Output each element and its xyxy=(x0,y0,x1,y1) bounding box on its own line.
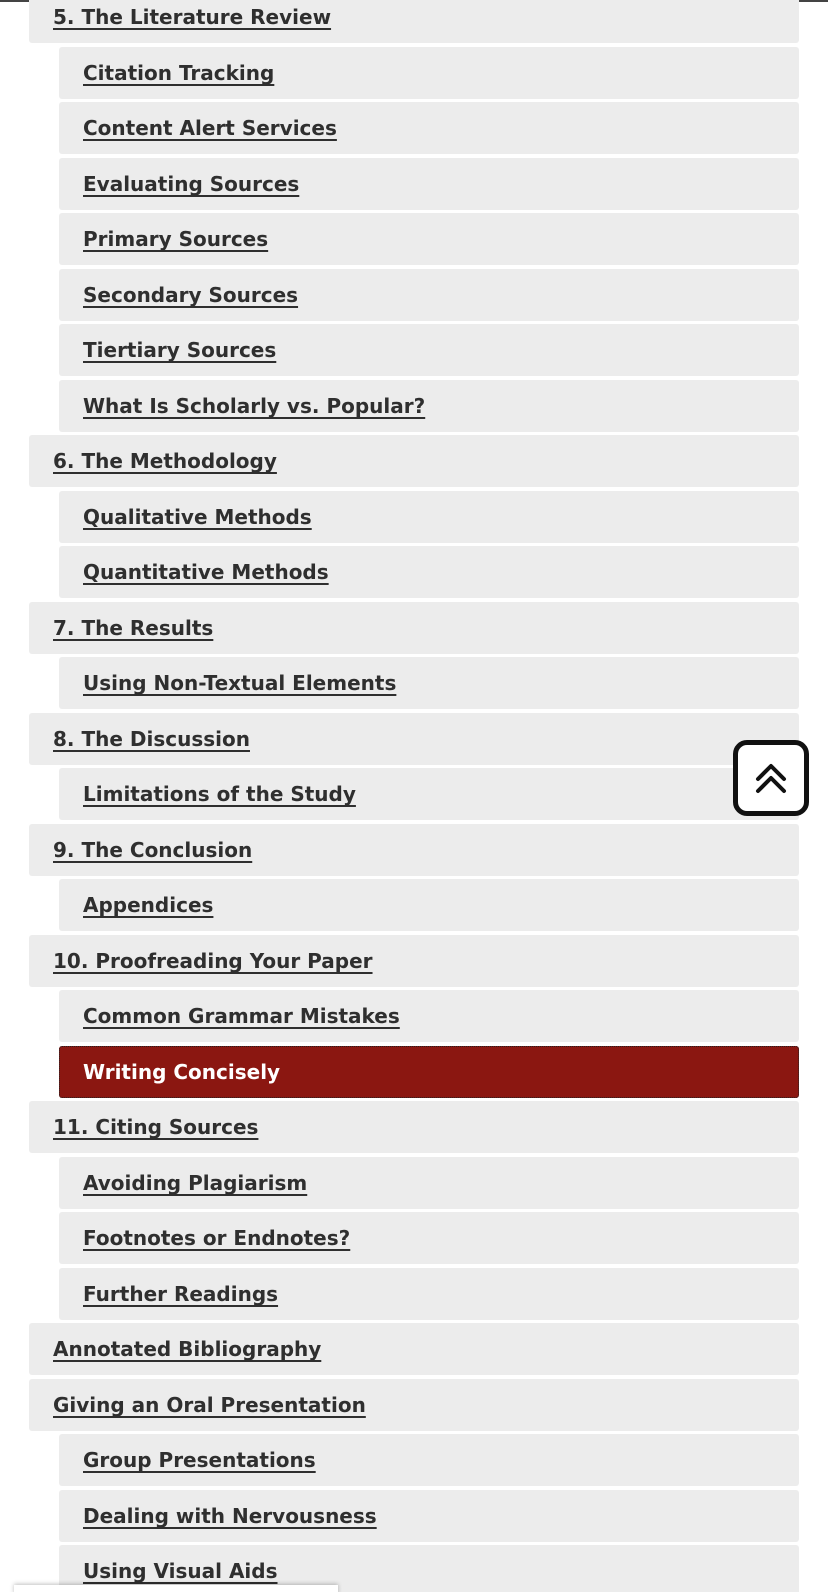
nav-section-link[interactable]: Giving an Oral Presentation xyxy=(29,1379,799,1431)
nav-section-link[interactable]: 5. The Literature Review xyxy=(29,0,799,43)
nav-section-link[interactable]: 11. Citing Sources xyxy=(29,1101,799,1153)
nav-subpage-link[interactable]: Tiertiary Sources xyxy=(59,324,799,376)
nav-subpage-link-active[interactable]: Writing Concisely xyxy=(59,1046,799,1098)
nav-section-link[interactable]: Annotated Bibliography xyxy=(29,1323,799,1375)
nav-section-link[interactable]: 9. The Conclusion xyxy=(29,824,799,876)
nav-subpage-link[interactable]: Further Readings xyxy=(59,1268,799,1320)
nav-section-link[interactable]: 8. The Discussion xyxy=(29,713,799,765)
nav-subpage-link[interactable]: Footnotes or Endnotes? xyxy=(59,1212,799,1264)
nav-subpage-link[interactable]: Citation Tracking xyxy=(59,47,799,99)
nav-subpage-link[interactable]: Dealing with Nervousness xyxy=(59,1490,799,1542)
nav-subpage-link[interactable]: What Is Scholarly vs. Popular? xyxy=(59,380,799,432)
double-chevron-up-icon xyxy=(753,761,789,795)
nav-subpage-link[interactable]: Qualitative Methods xyxy=(59,491,799,543)
back-to-top-button[interactable] xyxy=(733,740,809,816)
nav-subpage-link[interactable]: Appendices xyxy=(59,879,799,931)
nav-subpage-link[interactable]: Limitations of the Study xyxy=(59,768,799,820)
nav-subpage-link[interactable]: Using Non-Textual Elements xyxy=(59,657,799,709)
nav-subpage-link[interactable]: Group Presentations xyxy=(59,1434,799,1486)
nav-section-link[interactable]: 6. The Methodology xyxy=(29,435,799,487)
bottom-overlay-edge xyxy=(14,1585,338,1592)
nav-section-link[interactable]: 7. The Results xyxy=(29,602,799,654)
nav-section-link[interactable]: 10. Proofreading Your Paper xyxy=(29,935,799,987)
nav-subpage-link[interactable]: Primary Sources xyxy=(59,213,799,265)
nav-subpage-link[interactable]: Content Alert Services xyxy=(59,102,799,154)
nav-subpage-link[interactable]: Secondary Sources xyxy=(59,269,799,321)
nav-subpage-link[interactable]: Common Grammar Mistakes xyxy=(59,990,799,1042)
nav-subpage-link[interactable]: Avoiding Plagiarism xyxy=(59,1157,799,1209)
nav-subpage-link[interactable]: Quantitative Methods xyxy=(59,546,799,598)
nav-subpage-link[interactable]: Evaluating Sources xyxy=(59,158,799,210)
nav-subpage-link[interactable]: Using Visual Aids xyxy=(59,1545,799,1592)
